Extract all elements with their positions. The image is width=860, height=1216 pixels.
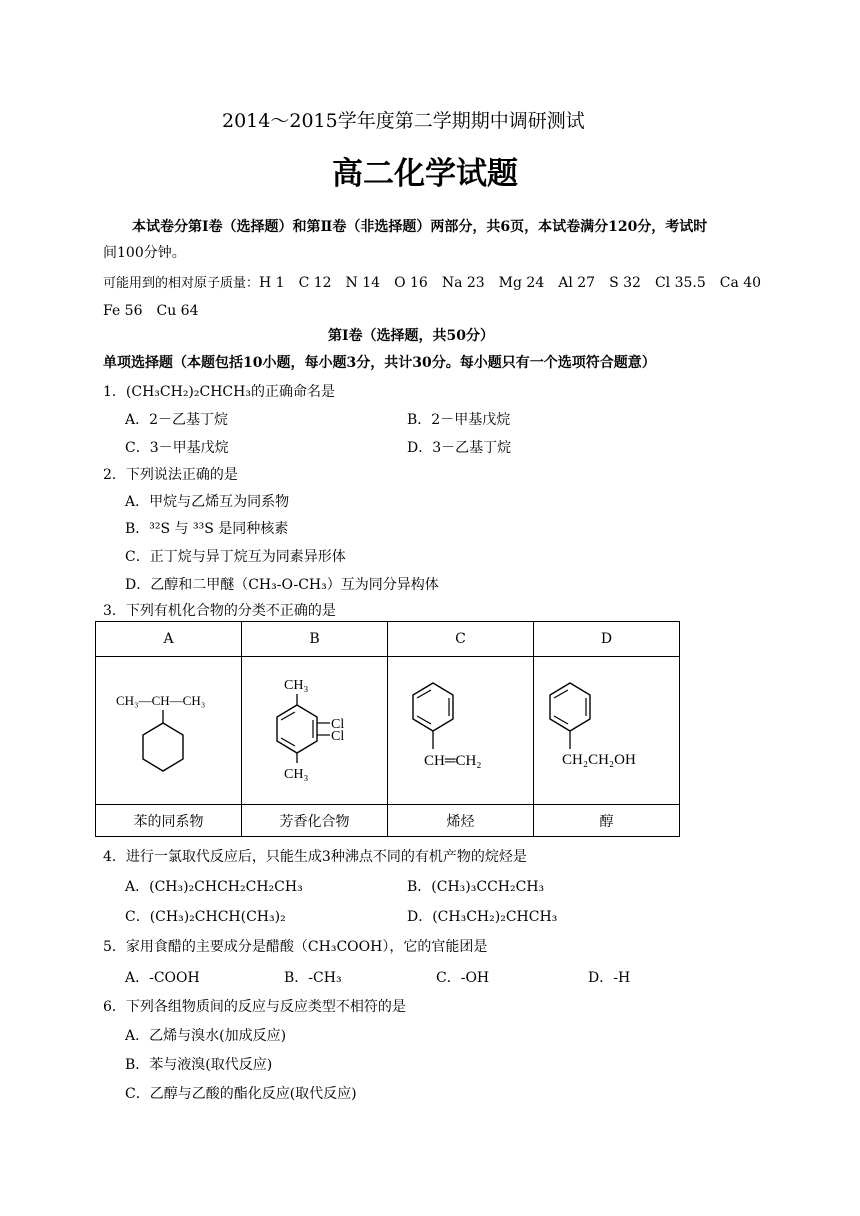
- q4-option-d: D．(CH₃CH₂)₂CHCH₃: [407, 909, 558, 925]
- q3-structure-a: [96, 657, 242, 805]
- q5-option-a: A．-COOH: [125, 970, 200, 986]
- q2-stem: 2．下列说法正确的是: [103, 467, 238, 483]
- q3-label-a: 苯的同系物: [96, 805, 242, 837]
- structure-d-diagram: [534, 657, 679, 800]
- q2-option-a: A．甲烷与乙烯互为同系物: [125, 494, 290, 510]
- q3-header-c: C: [388, 622, 534, 657]
- cyclohexane-ring: [143, 723, 183, 771]
- q1-stem: 1．(CH₃CH₂)₂CHCH₃的正确命名是: [103, 384, 335, 400]
- structure-c-diagram: [388, 657, 533, 800]
- q5-option-b: B．-CH₃: [284, 970, 342, 986]
- q3-table: [95, 621, 680, 837]
- q3-label-c: 烯烃: [388, 805, 534, 837]
- q4-option-b: B．(CH₃)₃CCH₂CH₃: [407, 879, 545, 895]
- q2-option-c: C．正丁烷与异丁烷互为同素异形体: [125, 549, 346, 565]
- structure-b-cl-2: Cl: [331, 729, 345, 744]
- benzene-ring-c: [413, 683, 453, 731]
- atomic-masses-label: 可能用到的相对原子质量：: [103, 276, 260, 291]
- q3-label-b: 芳香化合物: [242, 805, 388, 837]
- q1-option-d: D．3－乙基丁烷: [407, 440, 512, 456]
- q5-option-d: D．-H: [588, 970, 631, 986]
- q4-stem: 4．进行一氯取代反应后，只能生成3种沸点不同的有机产物的烷烃是: [103, 849, 527, 865]
- structure-a-diagram: [96, 657, 241, 800]
- intro-line2: 间100分钟。: [103, 245, 186, 261]
- q6-stem: 6．下列各组物质间的反应与反应类型不相符的是: [103, 999, 406, 1015]
- q4-option-a: A．(CH₃)₂CHCH₂CH₂CH₃: [125, 879, 303, 895]
- q3-label-d: 醇: [534, 805, 680, 837]
- atomic-masses-values-1: H 1 C 12 N 14 O 16 Na 23 Mg 24 Al 27 S 32 Cl 35.5 Ca 40: [259, 275, 762, 291]
- q1-option-b: B．2－甲基戊烷: [407, 412, 511, 428]
- structure-b-ch3-top: CH₃: [284, 678, 309, 693]
- exam-title: 2014～2015学年度第二学期期中调研测试: [222, 110, 585, 132]
- q3-stem: 3．下列有机化合物的分类不正确的是: [103, 603, 336, 619]
- structure-b-cl-1: Cl: [331, 717, 345, 732]
- q1-option-a: A．2－乙基丁烷: [125, 412, 229, 428]
- q3-header-d: D: [534, 622, 680, 657]
- q5-option-c: C．-OH: [436, 970, 490, 986]
- atomic-masses-values-2: Fe 56 Cu 64: [103, 303, 199, 319]
- q6-option-b: B．苯与液溴(取代反应): [125, 1057, 273, 1073]
- q5-stem: 5．家用食醋的主要成分是醋酸（CH₃COOH），它的官能团是: [103, 939, 488, 955]
- q1-option-c: C．3－甲基戊烷: [125, 440, 229, 456]
- q6-option-a: A．乙烯与溴水(加成反应): [125, 1028, 287, 1044]
- structure-c-vinyl: CH═CH₂: [424, 753, 482, 769]
- section-instructions: 单项选择题（本题包括10小题，每小题3分，共计30分。每小题只有一个选项符合题意）: [103, 355, 656, 371]
- q3-header-a: A: [96, 622, 242, 657]
- q2-option-d: D．乙醇和二甲醚（CH₃-O-CH₃）互为同分异构体: [125, 577, 439, 593]
- q2-option-b: B．³²S 与 ³³S 是同种核素: [125, 521, 289, 537]
- q3-header-b: B: [242, 622, 388, 657]
- benzene-ring-b: [277, 705, 317, 753]
- q3-structure-d: [534, 657, 680, 805]
- structure-b-ch3-bottom: CH₃: [284, 767, 309, 782]
- structure-d-ethanol-chain: CH₂CH₂OH: [562, 752, 636, 768]
- section-title: 第Ⅰ卷（选择题，共50分）: [328, 328, 495, 344]
- q3-structure-b: [242, 657, 388, 805]
- q3-structure-c: [388, 657, 534, 805]
- q6-option-c: C．乙醇与乙酸的酯化反应(取代反应): [125, 1086, 357, 1102]
- atomic-masses-line1: [103, 272, 761, 292]
- subject-title: 高二化学试题: [332, 156, 518, 192]
- structure-b-diagram: [242, 657, 387, 800]
- intro-line1: 本试卷分第Ⅰ卷（选择题）和第Ⅱ卷（非选择题）两部分，共6页，本试卷满分120分，考试时: [132, 219, 708, 235]
- benzene-ring-d: [550, 683, 590, 731]
- structure-a-chain: CH₃—CH—CH₃: [116, 693, 206, 708]
- q4-option-c: C．(CH₃)₂CHCH(CH₃)₂: [125, 909, 286, 925]
